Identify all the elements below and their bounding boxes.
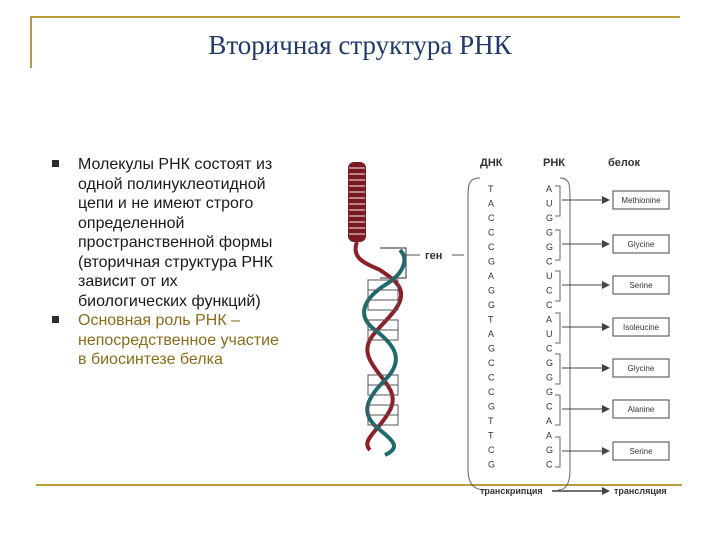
rna-base: U (546, 329, 553, 339)
rna-base: A (546, 314, 553, 325)
rna-base: C (546, 300, 553, 310)
codon-bracket (555, 186, 560, 216)
frame-top-line (30, 16, 680, 18)
dna-base: G (488, 256, 496, 267)
bullet-item-1 (52, 155, 282, 311)
rna-base: U (546, 198, 553, 209)
rna-base: G (546, 445, 554, 455)
bullet-text-2: Основная роль РНК – непосредственное участие в биосинтезе белка (78, 312, 279, 368)
arrow-head-icon (602, 447, 610, 455)
codon-group (555, 313, 669, 343)
dna-base: G (488, 300, 496, 310)
arrow-head-icon (602, 364, 610, 372)
rna-base: G (546, 213, 554, 223)
dna-base: C (488, 387, 495, 397)
codon-groups (555, 186, 669, 467)
rna-base: C (546, 401, 553, 412)
codon-bracket (555, 230, 560, 260)
dna-base: T (488, 314, 494, 325)
protein-label: Serine (629, 447, 653, 456)
dna-base: C (488, 445, 495, 455)
rna-base: G (546, 387, 554, 397)
protein-label: Glycine (627, 240, 655, 249)
bullet-text-1: Молекулы РНК состоят из одной полинуклеотидной цепи и не имеют строго определенной пространственной формы (вторичная структура РНК зависит от их биологических функций) (78, 156, 273, 310)
dna-base: A (488, 198, 495, 209)
bullet-square-icon (52, 160, 59, 167)
rna-base: G (546, 227, 554, 238)
arrow-head-icon (602, 323, 610, 331)
header-dna: ДНК (480, 157, 503, 169)
arrow-head-icon (602, 487, 610, 495)
rna-base: C (546, 343, 553, 354)
rna-base: C (546, 459, 553, 470)
codon-bracket (555, 271, 560, 301)
rna-base: C (546, 285, 553, 296)
transcription-label: транскрипция (480, 486, 543, 496)
dna-base: C (488, 213, 495, 223)
rna-base: A (546, 184, 553, 194)
arrow-head-icon (602, 240, 610, 248)
arrow-head-icon (602, 196, 610, 204)
translation-label: трансляция (614, 486, 667, 496)
bullet-item-2 (52, 311, 282, 370)
dna-base: C (488, 358, 495, 368)
codon-group (555, 271, 669, 301)
bullet-square-icon (52, 316, 59, 323)
gene-label: ген (425, 250, 443, 262)
codon-bracket (555, 354, 560, 384)
dna-base: A (488, 271, 495, 281)
header-rna: РНК (543, 157, 565, 169)
dna-base: C (488, 227, 495, 238)
chromosome-icon (348, 162, 366, 242)
rna-base: U (546, 271, 553, 281)
codon-bracket (555, 313, 560, 343)
protein-label: Isoleucine (622, 323, 660, 332)
rna-sequence (546, 184, 553, 470)
header-protein: белок (608, 157, 640, 169)
slide-title: Вторичная структура РНК (208, 30, 512, 60)
rna-base: G (546, 358, 554, 368)
codon-group (555, 186, 669, 216)
dna-sequence (488, 184, 495, 470)
dna-figure (340, 150, 690, 510)
dna-base: C (488, 242, 495, 252)
rna-base: G (546, 372, 554, 383)
rna-base: A (546, 416, 553, 426)
dna-base: C (488, 372, 495, 383)
protein-label: Methionine (621, 196, 661, 205)
codon-bracket (555, 395, 560, 425)
protein-label: Glycine (627, 364, 655, 373)
rna-base: C (546, 256, 553, 267)
dna-base: T (488, 430, 494, 441)
codon-group (555, 230, 669, 260)
dna-base: T (488, 416, 494, 426)
dna-base: T (488, 184, 494, 194)
dna-base: A (488, 329, 495, 339)
rna-base: G (546, 242, 554, 252)
dna-base: G (488, 285, 496, 296)
codon-group (555, 437, 669, 467)
bullet-list (52, 155, 282, 370)
codon-group (555, 354, 669, 384)
dna-helix (356, 242, 405, 455)
dna-base: G (488, 401, 496, 412)
dna-brace (468, 178, 485, 490)
dna-base: G (488, 459, 496, 470)
dna-base: G (488, 343, 496, 354)
rna-base: A (546, 430, 553, 441)
arrow-head-icon (602, 405, 610, 413)
protein-label: Serine (629, 281, 653, 290)
arrow-head-icon (602, 281, 610, 289)
protein-label: Alanine (627, 405, 655, 414)
codon-group (555, 395, 669, 425)
codon-bracket (555, 437, 560, 467)
